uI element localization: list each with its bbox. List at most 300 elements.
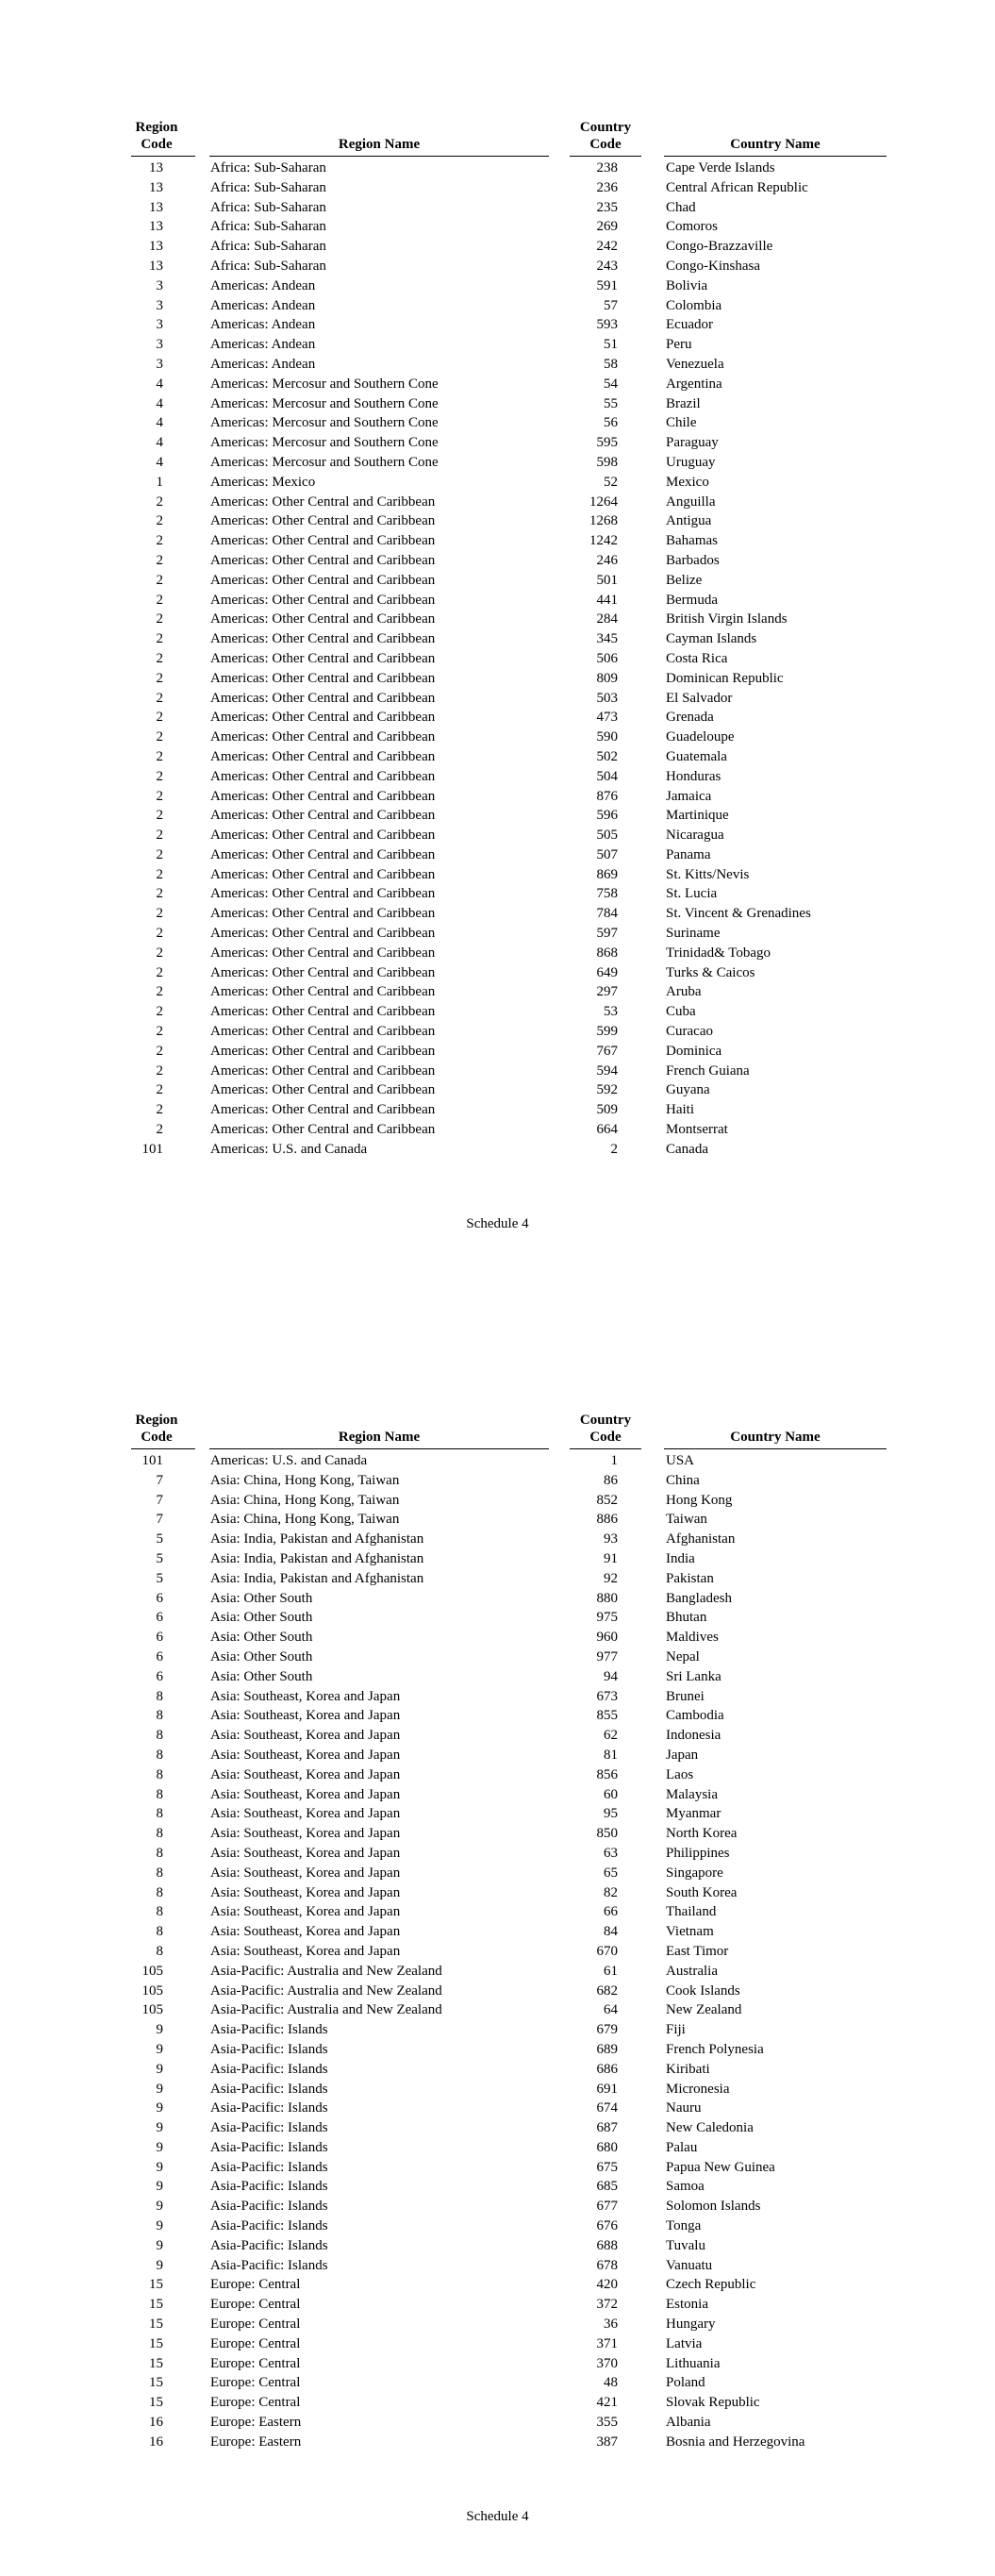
table-row [0,982,995,1002]
header-region-name: Region Name [338,1430,421,1445]
table-row [0,845,995,865]
table-row [0,1883,995,1903]
table-row [0,1746,995,1765]
table-row [0,453,995,473]
country-code-cell: 52 [604,474,618,490]
table-row [0,1922,995,1942]
region-code-cell: 4 [156,435,163,451]
region-name-cell: Americas: Other Central and Caribbean [210,1004,436,1020]
region-code-cell: 2 [156,611,163,627]
country-code-cell: 504 [596,768,618,784]
country-code-cell: 242 [596,239,618,255]
page-footer: Schedule 4 [466,2509,529,2524]
country-name-cell: Bermuda [666,592,718,608]
region-code-cell: 105 [141,1982,163,1999]
region-code-cell: 2 [156,710,163,726]
region-code-cell: 13 [149,199,163,215]
country-name-cell: Mexico [666,474,709,490]
country-code-cell: 507 [596,846,618,862]
region-code-cell: 8 [156,1688,163,1704]
region-name-cell: Americas: Other Central and Caribbean [210,945,436,961]
country-name-cell: Peru [666,337,692,353]
country-name-cell: British Virgin Islands [666,611,788,627]
region-code-cell: 2 [156,572,163,588]
region-name-cell: Americas: Other Central and Caribbean [210,572,436,588]
region-name-cell: Americas: Other Central and Caribbean [210,886,436,902]
table-row [0,1002,995,1022]
table-row [0,1942,995,1962]
region-code-cell: 4 [156,395,163,411]
table-header [0,115,995,157]
region-code-cell: 9 [156,2061,163,2077]
country-code-cell: 850 [596,1826,618,1842]
table-row [0,394,995,414]
country-code-cell: 345 [596,631,618,647]
table-row [0,963,995,983]
country-name-cell: Central African Republic [666,179,808,195]
country-name-cell: Cook Islands [666,1982,740,1999]
country-name-cell: Ecuador [666,317,713,333]
country-code-cell: 670 [596,1943,618,1959]
country-code-cell: 509 [596,1102,618,1118]
region-name-cell: Asia-Pacific: Islands [210,2159,328,2175]
country-name-cell: Congo-Brazzaville [666,239,773,255]
region-name-cell: Americas: Other Central and Caribbean [210,828,436,844]
table-row [0,493,995,512]
region-name-cell: Americas: Other Central and Caribbean [210,552,436,568]
country-name-cell: East Timor [666,1943,729,1959]
header-rule [131,1448,195,1449]
country-name-cell: Papua New Guinea [666,2159,775,2175]
region-code-cell: 15 [149,2395,163,2411]
page-footer: Schedule 4 [466,1216,529,1231]
region-name-cell: Americas: Mercosur and Southern Cone [210,395,439,411]
region-code-cell: 8 [156,1943,163,1959]
country-code-cell: 674 [596,2100,618,2116]
country-name-cell: Guyana [666,1082,710,1098]
country-code-cell: 54 [604,376,618,392]
country-code-cell: 597 [596,926,618,942]
country-code-cell: 677 [596,2199,618,2215]
region-name-cell: Americas: Other Central and Caribbean [210,984,436,1000]
country-name-cell: Samoa [666,2179,705,2195]
table-row [0,1804,995,1824]
table-row [0,2040,995,2060]
region-code-cell: 2 [156,1062,163,1079]
header-region-code: Region Code [135,1413,178,1445]
region-name-cell: Asia-Pacific: Islands [210,2257,328,2273]
region-name-cell: Europe: Central [210,2335,301,2351]
table-row [0,1824,995,1844]
table-row [0,1062,995,1081]
region-code-cell: 15 [149,2277,163,2293]
country-code-cell: 441 [596,592,618,608]
region-code-cell: 9 [156,2022,163,2038]
country-name-cell: USA [666,1453,695,1468]
country-name-cell: Honduras [666,768,721,784]
region-code-cell: 2 [156,1102,163,1118]
country-code-cell: 855 [596,1708,618,1724]
country-name-cell: Grenada [666,710,714,726]
country-code-cell: 599 [596,1024,618,1040]
table-row [0,1687,995,1707]
table-row [0,2158,995,2178]
region-code-cell: 15 [149,2355,163,2371]
table-row [0,1628,995,1648]
region-name-cell: Americas: Other Central and Caribbean [210,592,436,608]
table-row [0,1451,995,1471]
region-code-cell: 2 [156,808,163,824]
header-rule [664,156,887,157]
region-name-cell: Asia: China, Hong Kong, Taiwan [210,1472,400,1488]
country-name-cell: Brunei [666,1688,705,1704]
table-row [0,1667,995,1687]
country-name-cell: Slovak Republic [666,2395,760,2411]
country-code-cell: 238 [596,160,618,176]
country-code-cell: 372 [596,2297,618,2313]
country-name-cell: Trinidad& Tobago [666,945,771,961]
region-code-cell: 2 [156,926,163,942]
region-name-cell: Americas: Other Central and Caribbean [210,670,436,686]
country-name-cell: Bangladesh [666,1590,732,1606]
country-code-cell: 66 [604,1904,618,1920]
region-code-cell: 9 [156,2257,163,2273]
table-body [0,159,995,1160]
region-code-cell: 3 [156,317,163,333]
region-code-cell: 4 [156,415,163,431]
country-name-cell: Fiji [666,2022,686,2038]
region-code-cell: 9 [156,2100,163,2116]
country-name-cell: Colombia [666,297,722,313]
country-code-cell: 596 [596,808,618,824]
country-code-cell: 880 [596,1590,618,1606]
region-code-cell: 3 [156,337,163,353]
country-name-cell: Solomon Islands [666,2199,761,2215]
region-name-cell: Americas: Other Central and Caribbean [210,1062,436,1079]
country-name-cell: Bahamas [666,533,718,549]
region-name-cell: Asia: Other South [210,1668,313,1684]
country-name-cell: Estonia [666,2297,708,2313]
region-code-cell: 8 [156,1904,163,1920]
region-name-cell: Asia: Other South [210,1590,313,1606]
country-name-cell: Guadeloupe [666,729,735,745]
country-code-cell: 886 [596,1512,618,1528]
table-row [0,1140,995,1160]
table-row [0,610,995,629]
region-name-cell: Asia: Southeast, Korea and Japan [210,1943,401,1959]
region-name-cell: Americas: Other Central and Caribbean [210,710,436,726]
region-code-cell: 16 [149,2434,163,2450]
country-name-cell: India [666,1550,695,1566]
region-name-cell: Americas: Other Central and Caribbean [210,1122,436,1138]
region-name-cell: Americas: Other Central and Caribbean [210,690,436,706]
table-row [0,708,995,728]
table-row [0,296,995,316]
region-name-cell: Asia-Pacific: Islands [210,2041,328,2057]
region-name-cell: Asia-Pacific: Islands [210,2061,328,2077]
country-code-cell: 501 [596,572,618,588]
region-code-cell: 5 [156,1570,163,1586]
table-row [0,1569,995,1589]
country-code-cell: 236 [596,179,618,195]
region-code-cell: 8 [156,1728,163,1744]
country-code-cell: 505 [596,828,618,844]
region-name-cell: Asia: Southeast, Korea and Japan [210,1845,401,1861]
country-code-cell: 686 [596,2061,618,2077]
table-row [0,531,995,551]
header-country-name: Country Name [730,137,821,152]
table-row [0,571,995,591]
region-name-cell: Asia: India, Pakistan and Afghanistan [210,1570,424,1586]
country-code-cell: 682 [596,1982,618,1999]
country-name-cell: Dominican Republic [666,670,784,686]
table-row [0,767,995,787]
table-row [0,591,995,611]
region-name-cell: Asia-Pacific: Islands [210,2237,328,2253]
region-name-cell: Americas: Other Central and Caribbean [210,926,436,942]
country-code-cell: 676 [596,2218,618,2234]
region-name-cell: Americas: Mercosur and Southern Cone [210,454,439,470]
region-name-cell: Asia: Other South [210,1630,313,1646]
country-name-cell: Philippines [666,1845,730,1861]
table-row [0,473,995,493]
country-name-cell: Cape Verde Islands [666,160,775,176]
table-row [0,551,995,571]
country-code-cell: 595 [596,435,618,451]
header-rule [209,156,549,157]
region-name-cell: Asia-Pacific: Islands [210,2081,328,2097]
region-code-cell: 2 [156,631,163,647]
region-name-cell: Africa: Sub-Saharan [210,239,326,255]
region-name-cell: Africa: Sub-Saharan [210,160,326,176]
table-row [0,728,995,747]
region-name-cell: Americas: Andean [210,356,316,372]
country-name-cell: South Korea [666,1884,738,1900]
table-row [0,1589,995,1609]
country-name-cell: Guatemala [666,748,727,764]
country-code-cell: 62 [604,1728,618,1744]
region-code-cell: 101 [141,1453,163,1468]
country-code-cell: 975 [596,1610,618,1626]
region-code-cell: 2 [156,846,163,862]
region-code-cell: 15 [149,2297,163,2313]
region-code-cell: 4 [156,376,163,392]
region-name-cell: Europe: Central [210,2297,301,2313]
table-row [0,2118,995,2138]
region-code-cell: 9 [156,2218,163,2234]
country-name-cell: Panama [666,846,711,862]
country-name-cell: Hong Kong [666,1492,733,1508]
country-name-cell: Maldives [666,1630,719,1646]
region-code-cell: 15 [149,2335,163,2351]
region-name-cell: Asia: Southeast, Korea and Japan [210,1865,401,1881]
region-name-cell: Americas: Other Central and Caribbean [210,846,436,862]
region-name-cell: Americas: Other Central and Caribbean [210,493,436,510]
region-name-cell: Asia: Southeast, Korea and Japan [210,1786,401,1802]
table-row [0,904,995,924]
region-name-cell: Europe: Eastern [210,2434,302,2450]
region-name-cell: Americas: Other Central and Caribbean [210,964,436,980]
region-code-cell: 6 [156,1590,163,1606]
country-code-cell: 809 [596,670,618,686]
country-code-cell: 355 [596,2415,618,2431]
region-name-cell: Americas: Other Central and Caribbean [210,808,436,824]
header-rule [209,1448,549,1449]
region-name-cell: Americas: Other Central and Caribbean [210,513,436,529]
region-code-cell: 2 [156,493,163,510]
region-name-cell: Asia-Pacific: Islands [210,2139,328,2155]
country-code-cell: 590 [596,729,618,745]
table-row [0,2373,995,2393]
region-name-cell: Americas: Other Central and Caribbean [210,1102,436,1118]
region-name-cell: Americas: Other Central and Caribbean [210,650,436,666]
country-code-cell: 387 [596,2434,618,2450]
table-row [0,355,995,375]
country-name-cell: Cuba [666,1004,696,1020]
country-name-cell: Afghanistan [666,1531,736,1547]
table-row [0,1864,995,1883]
country-code-cell: 977 [596,1648,618,1664]
region-code-cell: 2 [156,768,163,784]
region-name-cell: Americas: Other Central and Caribbean [210,631,436,647]
region-code-cell: 3 [156,356,163,372]
region-code-cell: 9 [156,2199,163,2215]
country-code-cell: 691 [596,2081,618,2097]
region-code-cell: 6 [156,1668,163,1684]
region-code-cell: 8 [156,1884,163,1900]
country-name-cell: Singapore [666,1865,723,1881]
country-name-cell: Comoros [666,219,719,235]
country-code-cell: 593 [596,317,618,333]
table-row [0,2315,995,2334]
table-row [0,511,995,531]
table-row [0,1100,995,1120]
country-code-cell: 876 [596,788,618,804]
table-row [0,1549,995,1569]
country-code-cell: 680 [596,2139,618,2155]
table-row [0,2295,995,2315]
region-name-cell: Africa: Sub-Saharan [210,199,326,215]
country-code-cell: 246 [596,552,618,568]
table-row [0,865,995,885]
region-name-cell: Asia-Pacific: Islands [210,2218,328,2234]
table-row [0,2216,995,2236]
country-code-cell: 2 [610,1141,618,1157]
region-code-cell: 2 [156,670,163,686]
country-code-cell: 678 [596,2257,618,2273]
country-name-cell: Barbados [666,552,720,568]
region-code-cell: 8 [156,1786,163,1802]
country-name-cell: Bhutan [666,1610,707,1626]
table-row [0,2256,995,2276]
region-name-cell: Americas: Other Central and Caribbean [210,533,436,549]
table-row [0,1510,995,1530]
table-row [0,335,995,355]
region-name-cell: Americas: Mercosur and Southern Cone [210,415,439,431]
region-code-cell: 13 [149,179,163,195]
table-row [0,1962,995,1982]
region-code-cell: 9 [156,2120,163,2136]
table-row [0,826,995,845]
region-code-cell: 2 [156,964,163,980]
region-name-cell: Americas: Other Central and Caribbean [210,1082,436,1098]
country-name-cell: Sri Lanka [666,1668,721,1684]
country-name-cell: Aruba [666,984,702,1000]
country-code-cell: 92 [604,1570,618,1586]
region-name-cell: Americas: Other Central and Caribbean [210,1024,436,1040]
country-code-cell: 473 [596,710,618,726]
country-name-cell: Cayman Islands [666,631,757,647]
country-name-cell: Brazil [666,395,701,411]
country-name-cell: Myanmar [666,1806,721,1822]
region-name-cell: Asia: China, Hong Kong, Taiwan [210,1512,400,1528]
region-code-cell: 8 [156,1806,163,1822]
country-name-cell: Nepal [666,1648,700,1664]
region-code-cell: 2 [156,1004,163,1020]
region-name-cell: Europe: Central [210,2395,301,2411]
country-name-cell: Venezuela [666,356,724,372]
region-name-cell: Americas: Other Central and Caribbean [210,1043,436,1059]
country-name-cell: Albania [666,2415,711,2431]
table-row [0,2413,995,2433]
region-name-cell: Asia: Southeast, Korea and Japan [210,1688,401,1704]
region-code-cell: 2 [156,533,163,549]
region-name-cell: Africa: Sub-Saharan [210,179,326,195]
table-row [0,747,995,767]
region-code-cell: 2 [156,513,163,529]
country-code-cell: 421 [596,2395,618,2411]
region-code-cell: 105 [141,2002,163,2018]
region-name-cell: Asia-Pacific: Islands [210,2199,328,2215]
table-row [0,2334,995,2354]
region-name-cell: Americas: Mercosur and Southern Cone [210,435,439,451]
country-name-cell: Cambodia [666,1708,724,1724]
country-code-cell: 503 [596,690,618,706]
country-name-cell: New Zealand [666,2002,742,2018]
country-code-cell: 284 [596,611,618,627]
table-row [0,1022,995,1042]
region-code-cell: 15 [149,2317,163,2333]
region-code-cell: 2 [156,886,163,902]
region-code-cell: 16 [149,2415,163,2431]
table-row [0,787,995,807]
region-code-cell: 8 [156,1865,163,1881]
table-row [0,2433,995,2452]
country-name-cell: Chile [666,415,697,431]
country-name-cell: Laos [666,1766,694,1782]
country-code-cell: 689 [596,2041,618,2057]
country-name-cell: Argentina [666,376,722,392]
region-name-cell: Asia: Other South [210,1610,313,1626]
table-row [0,198,995,218]
table-row [0,2275,995,2295]
country-code-cell: 53 [604,1004,618,1020]
region-code-cell: 2 [156,748,163,764]
region-code-cell: 8 [156,1747,163,1763]
region-name-cell: Americas: Andean [210,317,316,333]
region-name-cell: Africa: Sub-Saharan [210,258,326,274]
country-name-cell: Palau [666,2139,698,2155]
region-name-cell: Asia: Southeast, Korea and Japan [210,1904,401,1920]
country-name-cell: St. Kitts/Nevis [666,866,750,882]
country-code-cell: 63 [604,1845,618,1861]
country-code-cell: 960 [596,1630,618,1646]
header-rule [664,1448,887,1449]
header-rule [570,1448,641,1449]
country-code-cell: 243 [596,258,618,274]
country-code-cell: 758 [596,886,618,902]
country-code-cell: 36 [604,2317,618,2333]
